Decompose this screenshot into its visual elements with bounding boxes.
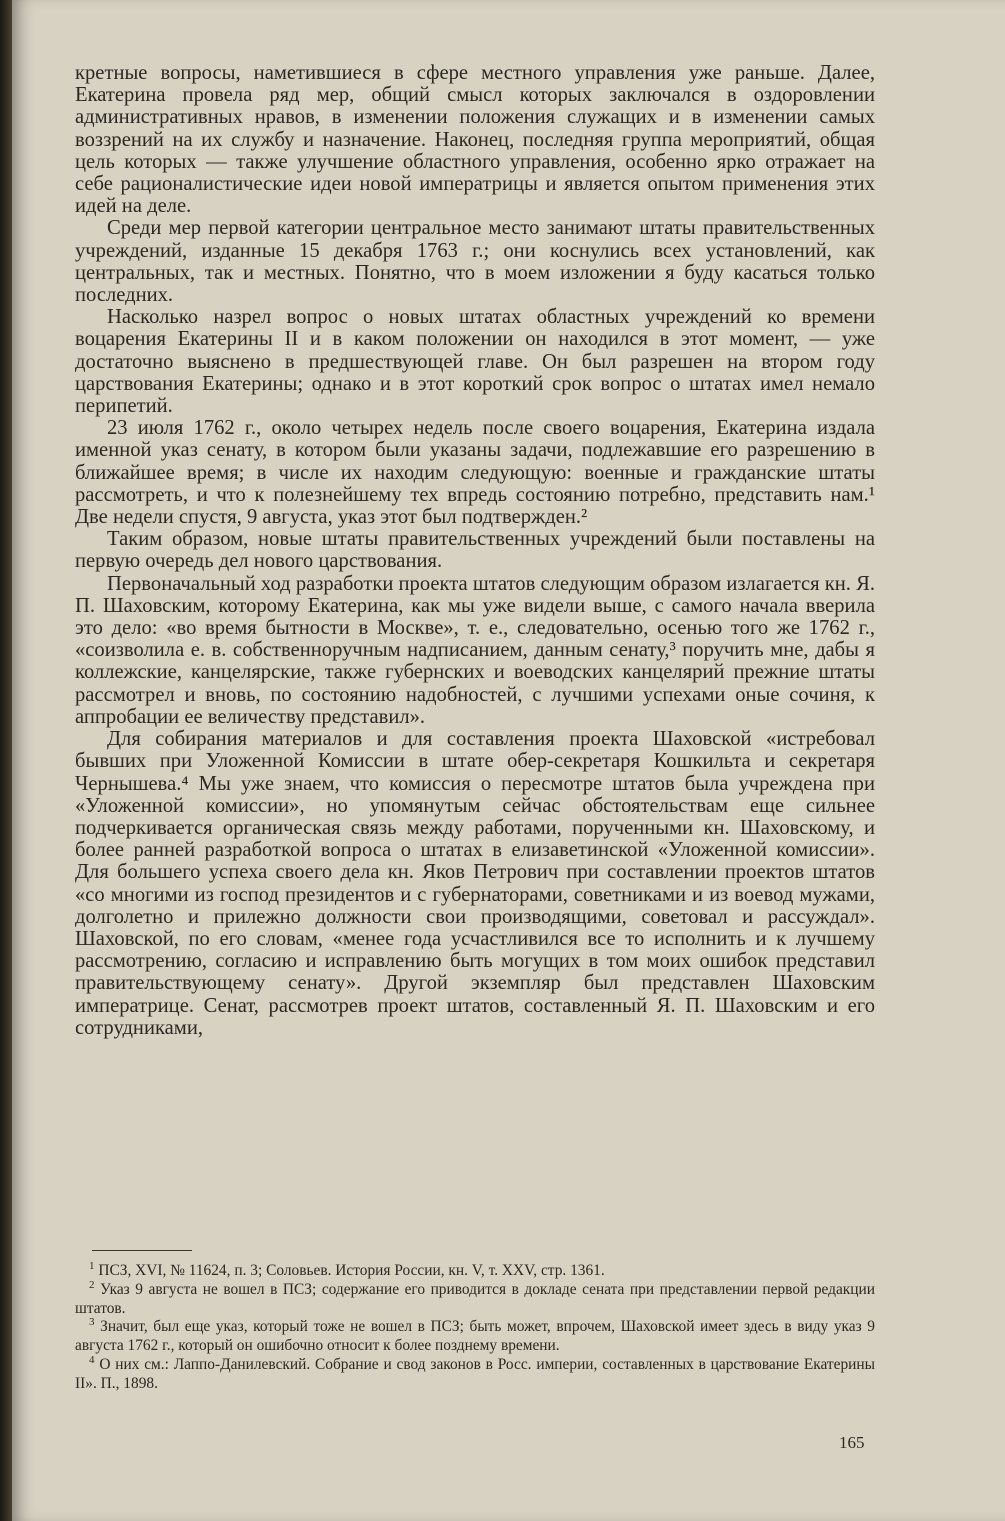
paragraph: кретные вопросы, наметившиеся в сфере местного управления уже раньше. Далее, Екатерина провела ряд мер, общий смысл которых заключался в оздоровлении административных нравов, в изменении положения служащих и в изменении самых воззрений на их службу и назначение. Наконец, последняя группа мероприятий, общая цель которых — также улучшение областного управления, особенно ярко отражает на себе рационалистические идеи новой императрицы и является опытом применения этих идей на деле. xyxy=(75,62,875,218)
book-spine xyxy=(0,0,12,1521)
paragraph: 23 июля 1762 г., около четырех недель после своего воцарения, Екатерина издала именной указ сенату, в котором были указаны задачи, подлежавшие его разрешению в ближайшее время; в числе их находим следующую: военные и гражданские штаты рассмотреть, и что к полезнейшему тех впредь состоянию потребно, представить нам.¹ Две недели спустя, 9 августа, указ этот был подтвержден.² xyxy=(75,417,875,529)
page-number: 165 xyxy=(839,1433,865,1452)
paragraph: Насколько назрел вопрос о новых штатах областных учреждений ко времени воцарения Екатерины II и в каком положении он находился в этот момент, — уже достаточно выяснено в предшествующей главе. Он был разрешен на втором году царствования Екатерины; однако и в этот короткий срок вопрос о штатах имел немало перипетий. xyxy=(75,306,875,418)
main-text xyxy=(75,62,875,1039)
footnote xyxy=(75,1353,875,1394)
footnote-text: Значит, был еще указ, который тоже не вошел в ПСЗ; быть может, впрочем, Шаховской имеет здесь в виду указ 9 августа 1762 г., который он ошибочно относит к более позднему времени. xyxy=(75,1318,875,1355)
footnote-text: Указ 9 августа не вошел в ПСЗ; содержание его приводится в докладе сената при представлении первой редакции штатов. xyxy=(75,1280,875,1317)
paragraph: Таким образом, новые штаты правительственных учреждений были поставлены на первую очередь дел нового царствования. xyxy=(75,528,875,573)
footnote-text: ПСЗ, XVI, № 11624, п. 3; Соловьев. История России, кн. V, т. XXV, стр. 1361. xyxy=(98,1262,605,1279)
footnote-number: 1 xyxy=(89,1259,95,1272)
footnote xyxy=(75,1278,875,1319)
paragraph: Первоначальный ход разработки проекта штатов следующим образом излагается кн. Я. П. Шаховским, которому Екатерина, как мы уже видели выше, с самого начала вверила это дело: «во время бытности в Москве», т. е., следовательно, осенью того же 1762 г., «соизволила е. в. собственноручным надписанием, данным сенату,³ поручить мне, дабы я коллежские, канцелярские, также губернских и воеводских канцелярий прежние штаты рассмотрел и вновь, по состоянию надобностей, с лучшими успехами оные сочиня, к аппробации ее величеству представил». xyxy=(75,572,875,728)
footnote-number: 3 xyxy=(89,1316,95,1329)
footnote xyxy=(75,1259,875,1281)
footnote-text: О них см.: Лаппо-Данилевский. Собрание и свод законов в Росс. империи, составленных в царствование Екатерины II». П., 1898. xyxy=(75,1355,875,1392)
footnote-number: 4 xyxy=(89,1353,95,1366)
footnote xyxy=(75,1318,875,1356)
book-page xyxy=(12,0,1005,1521)
paragraph: Для собирания материалов и для составления проекта Шаховской «истребовал бывших при Уложенной Комиссии в штате обер-секретаря Кошкильта и секретаря Чернышева.⁴ Мы уже знаем, что комиссия о пересмотре штатов была учреждена при «Уложенной комиссии», но упомянутым сейчас обстоятельствам еще сильнее подчеркивается органическая связь между работами, порученными кн. Шаховскому, и более ранней разработкой вопроса о штатах в елизаветинской «Уложенной комиссии». Для большего успеха своего дела кн. Яков Петрович при составлении проектов штатов «со многими из господ президентов и с губернаторами, советниками и из воевод мужами, долголетно и прилежно должности свои производящими, советовал и рассуждал». Шаховской, по его словам, «менее года усчастливился все то исполнить и к лучшему рассмотрению, согласию и исправлению быть могущих в том моих ошибок представил правительствующему сенату». Другой экземпляр был представлен Шаховским императрице. Сенат, рассмотрев проект штатов, составленный Я. П. Шаховским и его сотрудниками, xyxy=(75,728,875,1039)
footnote-number: 2 xyxy=(89,1278,95,1291)
footnote-divider xyxy=(92,1250,192,1251)
paragraph: Среди мер первой категории центральное место занимают штаты правительственных учреждений, изданные 15 декабря 1763 г.; они коснулись всех установлений, как центральных, так и местных. Понятно, что в моем изложении я буду касаться только последних. xyxy=(75,217,875,307)
footnotes xyxy=(75,1259,875,1394)
